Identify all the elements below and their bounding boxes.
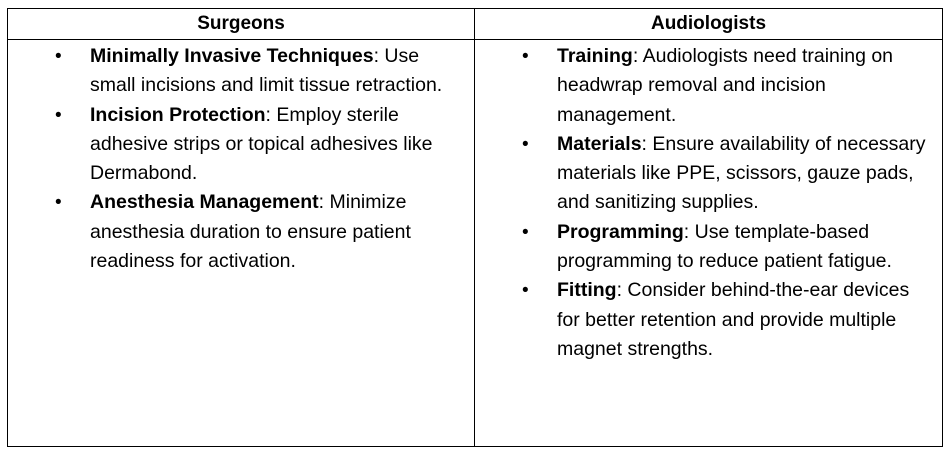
comparison-table (7, 8, 943, 447)
bullet-icon: • (522, 280, 529, 302)
audiologists-list (475, 40, 942, 364)
item-term: Training (557, 45, 633, 67)
header-audiologists: Audiologists (475, 9, 943, 40)
list-item (475, 130, 942, 218)
item-term: Minimally Invasive Techniques (90, 45, 374, 67)
item-text: : Use small incisions and limit tissue retraction. (90, 45, 443, 97)
item-term: Fitting (557, 279, 617, 302)
item-term: Anesthesia Management (90, 191, 319, 214)
header-surgeons: Surgeons (8, 9, 475, 40)
item-term: Materials (557, 132, 642, 155)
table-body-row (8, 40, 943, 447)
bullet-icon: • (55, 192, 62, 214)
bullet-icon: • (55, 104, 62, 126)
item-text: : Minimize anesthesia duration to ensure patient readiness for activation. (90, 191, 411, 273)
surgeons-list (8, 40, 474, 276)
item-term: Programming (557, 220, 684, 243)
surgeons-cell (8, 40, 475, 447)
item-text: : Ensure availability of necessary materials like PPE, scissors, gauze pads, and sanitizing supplies. (557, 132, 926, 214)
item-term: Incision Protection (90, 103, 266, 126)
list-item (475, 276, 942, 364)
list-item (475, 218, 942, 277)
bullet-icon: • (522, 46, 529, 67)
bullet-icon: • (522, 133, 529, 155)
list-item (475, 42, 942, 130)
list-item (8, 188, 474, 276)
bullet-icon: • (522, 221, 529, 243)
item-text: : Consider behind-the-ear devices for better retention and provide multiple magnet strengths. (557, 279, 910, 360)
bullet-icon: • (55, 46, 62, 67)
item-text: : Audiologists need training on headwrap removal and incision management. (557, 45, 894, 126)
item-text: : Use template-based programming to reduce patient fatigue. (557, 220, 892, 273)
table-header-row (8, 9, 943, 40)
list-item (8, 101, 474, 189)
list-item (8, 42, 474, 101)
item-text: : Employ sterile adhesive strips or topical adhesives like Dermabond. (90, 103, 433, 185)
audiologists-cell (475, 40, 943, 447)
